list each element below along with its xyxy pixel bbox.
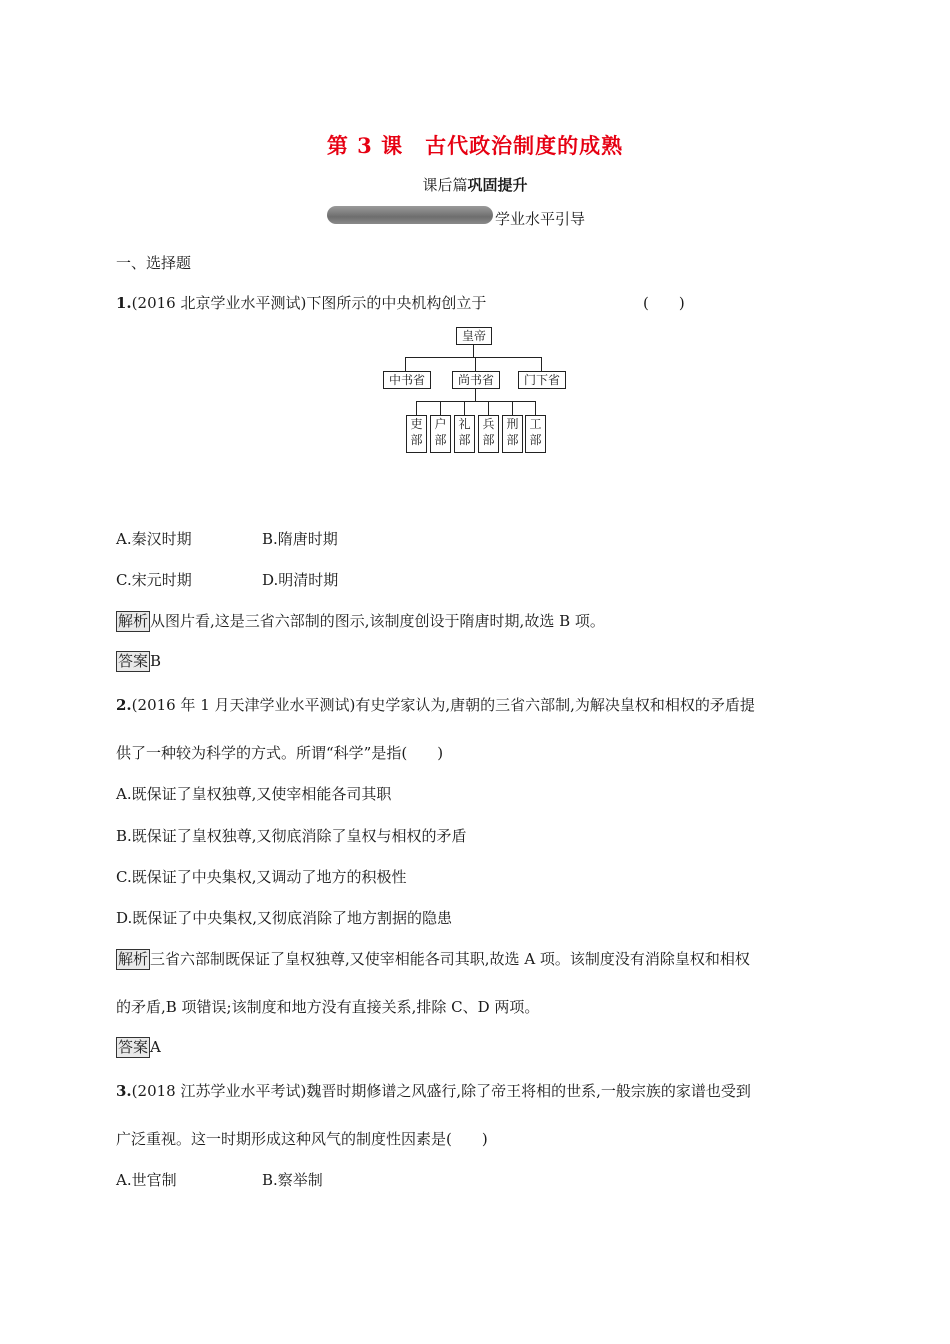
question-3-stem-line2: 广泛重视。这一时期形成这种风气的制度性因素是( ) [116,1130,488,1148]
question-3-option-b: B.察举制 [262,1171,323,1189]
question-1-paren: ( ) [643,294,685,312]
guide-label: 学业水平引导 [495,210,586,228]
question-1-option-b: B.隋唐时期 [262,530,338,548]
analysis-tag: 解析 [118,950,149,968]
question-2-option-b: B.既保证了皇权独尊,又彻底消除了皇权与相权的矛盾 [116,827,467,845]
question-2-option-c: C.既保证了中央集权,又调动了地方的积极性 [116,868,407,886]
analysis-tag: 解析 [118,612,149,630]
chart-node-xing: 刑 部 [502,415,523,453]
question-2-analysis-line2: 的矛盾,B 项错误;该制度和地方没有直接关系,排除 C、D 两项。 [116,998,540,1016]
chart-node-shangshu: 尚书省 [452,371,500,389]
chart-node-menxia: 门下省 [518,371,566,389]
answer-tag: 答案 [118,1038,149,1056]
answer-tag: 答案 [118,652,149,670]
chart-node-hu: 户 部 [430,415,451,453]
question-1-option-c: C.宋元时期 [116,571,192,589]
chart-node-gong: 工 部 [525,415,546,453]
chart-node-emperor: 皇帝 [456,327,492,345]
guide-bar [327,206,493,224]
section-heading: 一、选择题 [116,254,192,272]
question-2-answer: 答案 A [118,1038,161,1056]
question-2-option-a: A.既保证了皇权独尊,又使宰相能各司其职 [116,785,392,803]
question-2-analysis-line1: 解析 三省六部制既保证了皇权独尊,又使宰相能各司其职,故选 A 项。该制度没有消除皇权和相权 [118,950,750,968]
question-1-option-d: D.明清时期 [262,571,339,589]
chart-node-bing: 兵 部 [478,415,499,453]
question-1-option-a: A.秦汉时期 [116,530,192,548]
question-2-option-d: D.既保证了中央集权,又彻底消除了地方割据的隐患 [116,909,453,927]
question-3-option-a: A.世官制 [116,1171,177,1189]
chart-node-li-rites: 礼 部 [454,415,475,453]
chart-node-li-personnel: 吏 部 [406,415,427,453]
page-subtitle: 课后篇巩固提升 [422,176,528,194]
question-1-answer: 答案 B [118,652,162,670]
question-3-stem-line1: 3.(2018 江苏学业水平考试)魏晋时期修谱之风盛行,除了帝王将相的世系,一般宗族的家谱也受到 [116,1082,751,1100]
chart-node-zhongshu: 中书省 [383,371,431,389]
question-2-stem-line1: 2.(2016 年 1 月天津学业水平测试)有史学家认为,唐朝的三省六部制,为解决皇权和相权的矛盾提 [116,696,755,714]
question-2-stem-line2: 供了一种较为科学的方式。所谓“科学”是指( ) [116,744,444,762]
page-title: 第 3 课 古代政治制度的成熟 [326,133,624,158]
question-1-stem: 1.(2016 北京学业水平测试)下图所示的中央机构创立于 [116,294,487,312]
question-1-analysis: 解析 从图片看,这是三省六部制的图示,该制度创设于隋唐时期,故选 B 项。 [118,612,605,630]
